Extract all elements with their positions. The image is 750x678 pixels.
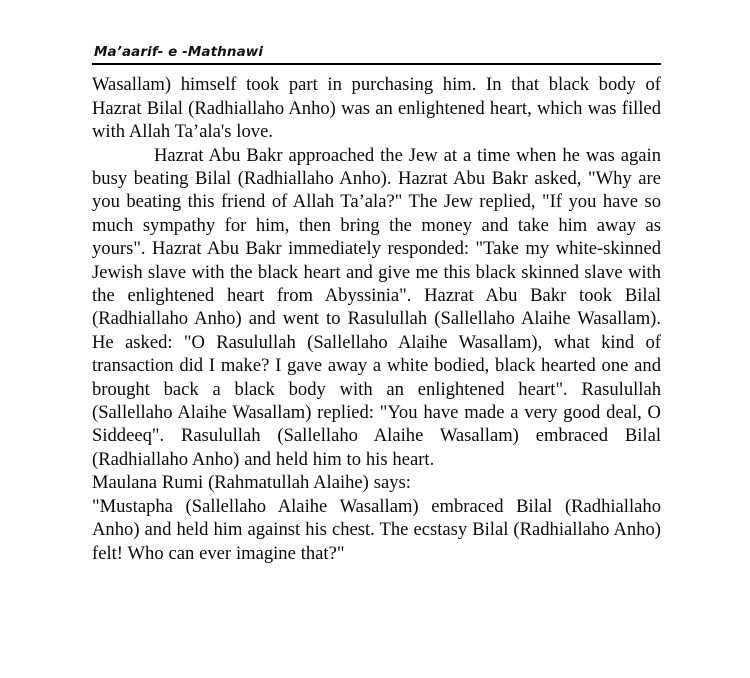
- paragraph-rumi-quote: "Mustapha (Sallellaho Alaihe Wasallam) embraced Bilal (Radhiallaho Anho) and held him against his chest. The ecstasy Bilal (Radhiallaho Anho) felt! Who can ever imagine that?": [92, 495, 661, 564]
- paragraph-abu-bakr: Hazrat Abu Bakr approached the Jew at a time when he was again busy beating Bilal (Radhiallaho Anho). Hazrat Abu Bakr asked, "Why are you beating this friend of Allah Ta’ala?" The Jew replied, "If you have so much sympathy for him, then bring the money and take him away as yours". Hazrat Abu Bakr immediately responded: "Take my white-skinned Jewish slave with the black heart and give me this black skinned slave with the enlightened heart from Abyssinia". Hazrat Abu Bakr took Bilal (Radhiallaho Anho) and went to Rasulullah (Sallellaho Alaihe Wasallam). He asked: "O Rasulullah (Sallellaho Alaihe Wasallam), what kind of transaction did I make? I gave away a white bodied, black hearted one and brought back a black body with an enlightened heart". Rasulullah (Sallellaho Alaihe Wasallam) replied: "You have made a very good deal, O Siddeeq". Rasulullah (Sallellaho Alaihe Wasallam) embraced Bilal (Radhiallaho Anho) and held him to his heart.: [92, 144, 661, 470]
- paragraph-continued: Wasallam) himself took part in purchasing him. In that black body of Hazrat Bilal (Radhiallaho Anho) was an enlightened heart, which was filled with Allah Ta’ala's love.: [92, 74, 661, 143]
- header-rule: [92, 63, 661, 65]
- paragraph-rumi-attribution: Maulana Rumi (Rahmatullah Alaihe) says:: [92, 472, 411, 494]
- running-head: Ma’aarif- e -Mathnawi: [94, 44, 264, 60]
